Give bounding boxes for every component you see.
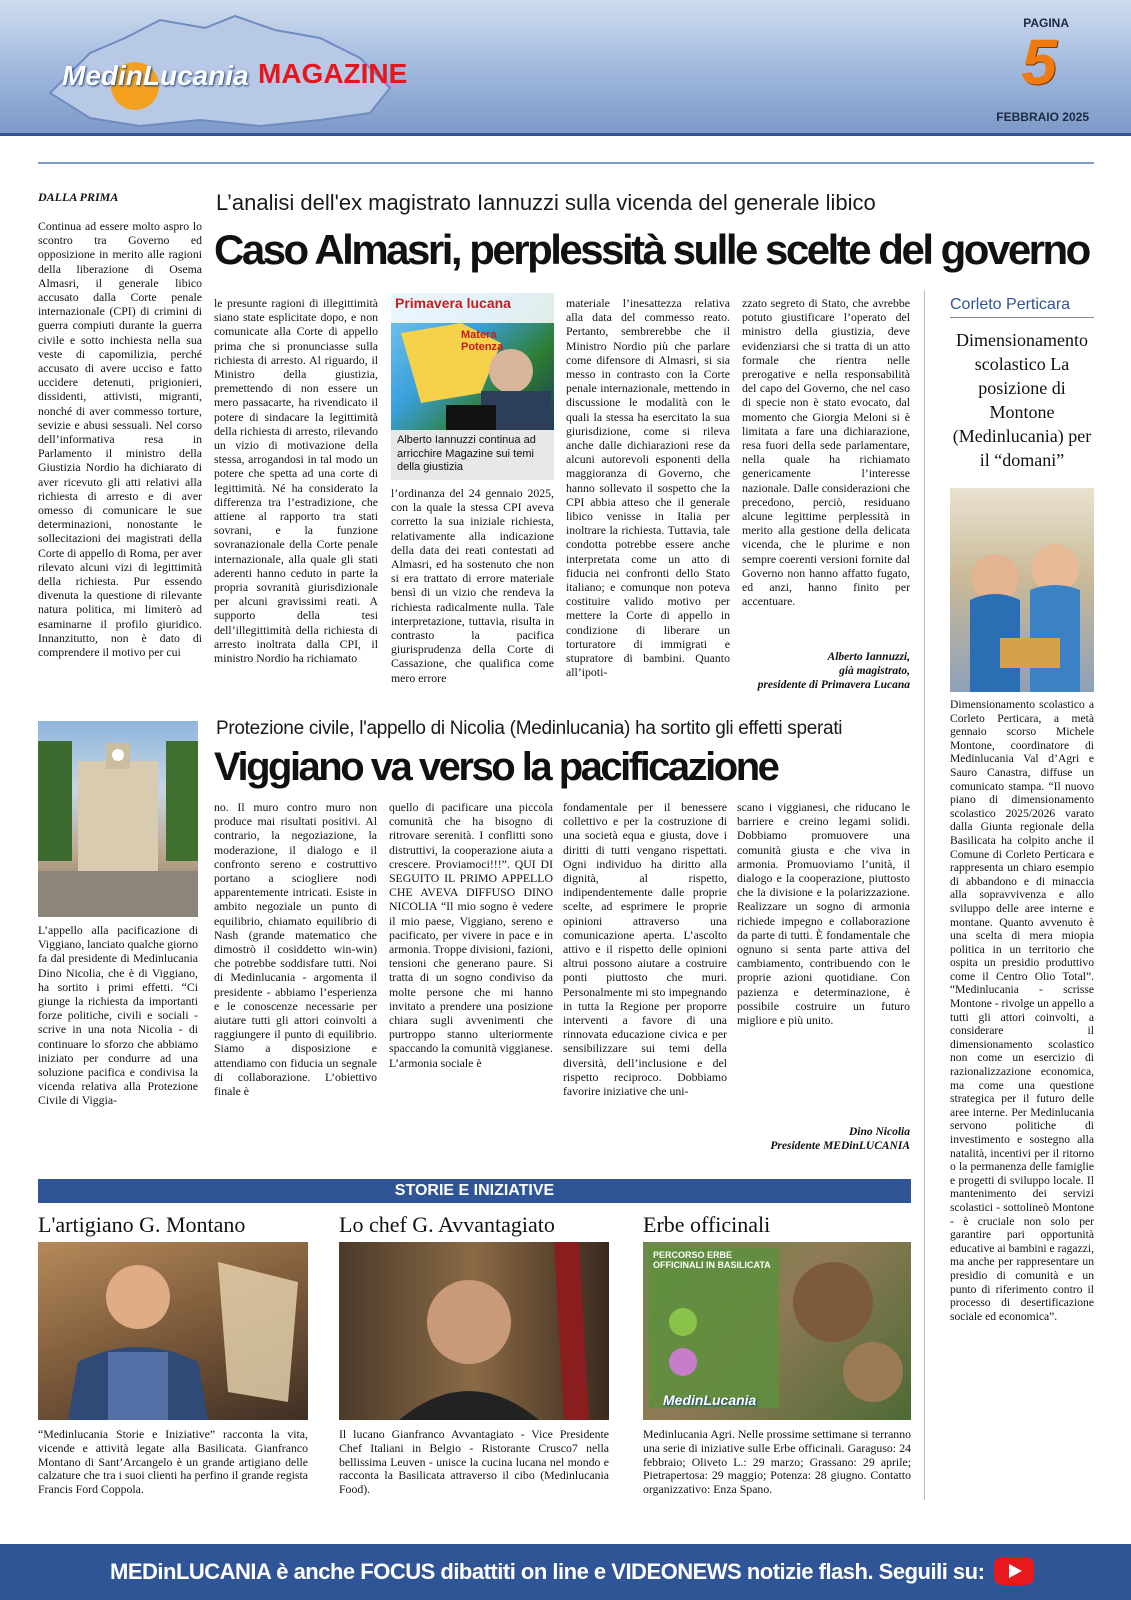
article2-signature: [737, 1125, 910, 1153]
article2-headline: Viggiano va verso la pacificazione: [214, 745, 778, 789]
speaker-illustration: [391, 293, 554, 430]
artisan-photo[interactable]: [38, 1242, 308, 1420]
signature-role: Presidente MEDinLUCANIA: [770, 1140, 910, 1152]
masthead: [0, 0, 1131, 136]
article2-kicker: Protezione civile, l'appello di Nicolia (Medinlucania) ha sortito gli effetti sperati: [216, 718, 843, 739]
article2-column-3: quello di pacificare una piccola comunità che ha bisogno di ritrovare serenità. I conflitti sono distruttivi, la cooperazione aiuta a crescere. Proviamoci!!!”. QUI DI SEGUITO IL PRIMO APPELLO CHE AVEVA DIFFUSO DINO NICOLIA “Il mio sogno è vedere il mio paese, Viggiano, sereno e pacificato, per vivere in pace e in armonia. Troppe divisioni, fazioni, tensioni che generano paure. Si tratta di un sogno condiviso da molte persone che mi hanno invitato a prendere una posizione chiara sugli avvenimenti che purtroppo stanno ulteriormente spaccando la comunità viggianese. L’armonia sociale è: [389, 800, 553, 1070]
story-title: Erbe officinali: [643, 1212, 771, 1237]
footer-banner: [0, 1544, 1131, 1600]
youtube-icon[interactable]: [994, 1557, 1034, 1585]
article1-column-4: materiale l’inesattezza relativa alla data del commesso reato. Pertanto, sembrerebbe che il Ministro Nordio più che parlare come difensore di Almasri, si sia messo in contrasto con la Corte penale internazionale, mettendo in discussione le modalità con le quali la stessa ha esercitato la sua giurisdizione, come si rileva anche dalle dichiarazioni rese da alcuni autorevoli esponenti della maggioranza di Governo, che hanno sollevato il sospetto che la CPI abbia atteso che il generale libico venisse in Italia per inoltrare la richiesta. Tuttavia, tale condotta potrebbe essere anche interpretata come un atto di fiducia nei confronti dello Stato italiano; e comunque non poteva costituire valido motivo per mettere la Corte di appello in condizione di liberare un torturatore di immigrati e stupratore di bambini. Quanto all’ipoti-: [566, 296, 730, 680]
photo-sign: Primavera lucana: [395, 295, 511, 311]
divider: [950, 317, 1094, 318]
logo-text: MedinLucania: [62, 60, 249, 91]
herbs-poster[interactable]: [643, 1242, 911, 1420]
section-band: STORIE E INIZIATIVE: [38, 1179, 911, 1203]
article1-column-2: le presunte ragioni di illegittimità siano state esplicitate dopo, e non comunicate alla Corte di appello prima che si pronunciasse sulla richiesta di arresto. Al riguardo, il Ministro della giustizia, premettendo di non essere un mero passacarte, ha rivendicato il potere di sindacare la legittimità della richiesta di arresto, rilevando un vizio di motivazione della stessa, arrogandosi in tal modo un potere che spetta ad una corte di legittimità. Né ha considerato la differenza tra l’estradizione, che attiene al rapporto tra stati sovrani, e la funzione sovranazionale della Corte penale internazionale, alla quale gli stati aderenti hanno ceduto in parte la propria sovranità giurisdizionale per alcuni gravissimi reati. A supporto della tesi dell’illegittimità della richiesta di arresto inoltrata dalla CPI, il ministro Nordio ha richiamato: [214, 296, 378, 666]
page-number: 5: [1021, 26, 1057, 98]
article1-signature: [742, 650, 910, 692]
footer-text: MEDinLUCANIA è anche FOCUS dibattiti on line e VIDEONEWS notizie flash. Seguili su:: [110, 1559, 985, 1584]
signature-name: Alberto Iannuzzi,: [827, 651, 910, 663]
sidebar-divider: [924, 290, 925, 1500]
story-text: “Medinlucania Storie e Iniziative” racconta la vita, vicende e attività legate alla Basilicata. Gianfranco Montano di Sant’Arcangelo è un grande artigiano delle calzature che tra i suoi clienti ha perfino il grande regista Francis Ford Coppola.: [38, 1427, 308, 1497]
sidebar-subtitle: Dimensionamento scolastico La posizione di Montone (Medinlucania) per il “domani”: [952, 330, 1092, 470]
poster-logo: MedinLucania: [663, 1392, 757, 1408]
issue-date: FEBBRAIO 2025: [996, 110, 1089, 124]
article2-column-1: L’appello alla pacificazione di Viggiano, lanciato qualche giorno fa dal presidente di Medinlucania Dino Nicolia, che è di Viggiano, ha sortito i primi effetti. “Ci giunge la richiesta da importanti forze politiche, civili e sociali - scrive in una nota Nicolia - di continuare lo sforzo che abbiamo iniziato per condurre ad una soluzione pacifica e condivisa la vicenda relativa alla Protezione Civile di Viggia-: [38, 923, 198, 1108]
signature-role: già magistrato,: [839, 665, 910, 677]
from-first-label: DALLA PRIMA: [38, 190, 119, 204]
poster-title: PERCORSO ERBE OFFICINALI IN BASILICATA: [653, 1250, 771, 1270]
article2-column-2: no. Il muro contro muro non produce mai risultati positivi. Al contrario, la negoziazione, la moderazione, il dialogo e il confronto sereno e costruttivo portano a sciogliere nodi apparentemente intricati. Esiste in ambito negoziale un punto di equilibrio, chiamato equilibrio di Nash (grande matematico che dimostrò il cosiddetto win-win) che potrebbe soddisfare tutti. Noi di Medinlucania - argomenta il presidente - abbiamo l’esperienza e le conoscenze necessarie per aiutare tutti gli attori coinvolti a raggiungere il punto di equilibrio. Siamo a disposizione e attendiamo con fiducia un segnale di collaborazione. L’obiettivo finale è: [214, 800, 377, 1099]
photo-map-label: Matera Potenza: [461, 329, 504, 353]
article2-column-5: scano i viggianesi, che riducano le barriere e creino legami solidi. Dobbiamo promuovere una comunità giusta e che viva in armonia. Promuoviamo l’unità, il dialogo e la cooperazione, piuttosto che la divisione e la polarizzazione. Realizzare un sogno di armonia richiede impegno e collaborazione da parte di tutti. È fondamentale che ognuno si senta parte attiva del cambiamento, contribuendo con le proprie azioni quotidiane. Con pazienza e determinazione, è possibile costruire un futuro migliore e più unito.: [737, 800, 910, 1028]
story-text: Medinlucania Agri. Nelle prossime settimane si terranno una serie di iniziative sulle Erbe officinali. Garaguso: 24 febbraio; Oliveto L.: 29 marzo; Grassano: 29 aprile; Pietrapertosa: 29 maggio; Potenza: 28 giugno. Contatto organizzativo: Enza Spano.: [643, 1427, 911, 1497]
article1-column-3: l’ordinanza del 24 gennaio 2025, con la quale la stessa CPI aveva corretto la sua iniziale richiesta, relativamente alla indicazione della data dei reati contestati ad Almasri, ed ha sostenuto che non si era trattato di errore materiale bensì di un vizio che rendeva la richiesta radicalmente nulla. Tale interpretazione, tuttavia, risulta in contrasto la pacifica giurisprudenza della Corte di Cassazione, che qualifica come mero errore: [391, 486, 554, 685]
story-title: L'artigiano G. Montano: [38, 1212, 246, 1237]
article1-kicker: L’analisi dell'ex magistrato Iannuzzi sulla vicenda del generale libico: [216, 190, 876, 215]
article2-column-4: fondamentale per il benessere collettivo e per la costruzione di una società equa e giusta, dove i diritti di tutti vengano rispettati. Ogni individuo ha diritto alla dignità, al rispetto, indipendentemente dalle proprie scelte, ad esprimere le proprie opinioni attraverso una comunicazione aperta. L’ascolto attivo e il rispetto delle opinioni altrui possono aiutare a costruire ponti piuttosto che muri. Personalmente mi sto impegnando in tutta la Regione per proporre interventi a favore di una rinnovata educazione civica e per sensibilizzare sui temi della diversità, dell’inclusione e del rispetto reciproco. Dobbiamo favorire iniziative che uni-: [563, 800, 727, 1099]
article1-column-1: Continua ad essere molto aspro lo scontro tra Governo ed opposizione in merito alle ragioni della liberazione di Osema Almasri, il generale libico accusato dalla Corte penale internazionale (CPI) di crimini di guerra compiuti durante la guerra civile e sotto inchiesta nella sua veste di capomilizia, perché accusato di avere ucciso e fatto uccidere detenuti, prigionieri, dissidenti, attivisti, migranti, nonché di aver commesso torture, sevizie e abusi sessuali. Nel corso dell’informativa resa in Parlamento il ministro della Giustizia Nordio ha dichiarato di aver ricevuto gli atti relativi alla richiesta di arresto e di aver omesso di comunicare le sue determinazioni, nonostante le sollecitazioni dei magistrati della Corte di appello di Roma, per aver rilevato alcuni vizi di legittimità della richiesta. Pur essendo divenuta la questione di rilevante natura politica, mi limiterò ad esaminarne il profilo giuridico. Innanzitutto, non è dato di comprendere il motivo per cui: [38, 219, 202, 660]
artisan-illustration: [38, 1242, 308, 1420]
page-label: PAGINA: [1023, 16, 1069, 30]
classroom-photo: [950, 488, 1094, 692]
magazine-title: MAGAZINE: [258, 58, 408, 89]
chef-photo[interactable]: [339, 1242, 609, 1420]
photo-caption: Alberto Iannuzzi continua ad arricchire Magazine sui temi della giustizia: [391, 430, 554, 480]
article1-headline: Caso Almasri, perplessità sulle scelte del governo: [214, 226, 1089, 273]
signature-role: presidente di Primavera Lucana: [757, 679, 910, 691]
story-title: Lo chef G. Avvantagiato: [339, 1212, 555, 1237]
children-illustration: [950, 488, 1094, 692]
sidebar-body: Dimensionamento scolastico a Corleto Perticara, a metà gennaio scorso Michele Montone, coordinatore di Medinlucania Val d’Agri e Sauro Canastra, diffuse un comunicato stampa. “Il nuovo piano di dimensionamento scolastico 2025/2026 varato dalla Giunta regionale della Basilicata ha colpito anche il Comune di Corleto Perticara e rappresenta un chiaro esempio di abbandono e di minaccia alla sopravvivenza e allo sviluppo delle aree interne e montane. Quanto avvenuto è una scelta di mera miopia politica in un territorio che ospita un presidio produttivo come il Centro Olio Total”. “Medinlucania - scrisse Montone - rivolge un appello a tutti gli attori coinvolti, a considerare il dimensionamento scolastico non come un esercizio di razionalizzazione economica, ma come una questione strategica per il futuro delle aree interne. Per Medinlucania servono politiche di investimento e sostegno alla natalità, incentivi per il ritorno o la permanenza delle famiglie e progetti di sviluppo locale. Il mantenimento dei servizi scolastici - sottolineò Montone - è cruciale non solo per garantire pari opportunità educative ai bambini e ragazzi, ma anche per rappresentare un presidio di comunità e un punto di riferimento contro il processo di desertificazione sociale ed economica”.: [950, 698, 1094, 1323]
chef-illustration: [339, 1242, 609, 1420]
sidebar-title: Corleto Perticara: [950, 296, 1071, 313]
signature-name: Dino Nicolia: [848, 1126, 910, 1138]
article1-column-5: zzato segreto di Stato, che avrebbe potuto giustificare l’operato del ministro della giustizia, deve evidenziarsi che si tratta di un atto formale che rientra nelle prerogative e nella responsabilità del capo del Governo, che nel caso di specie non è stato evocato, dal momento che Giorgia Meloni si è limitata a fare una dichiarazione, resa fuori della sede parlamentare, nella quale ha richiamato genericamente l’interesse nazionale. Dalle considerazioni che precedono, perciò, residuano alcune legittime perplessità in merito alla gestione della delicata vicenda, che le plurime e non sempre coerenti versioni fornite dal Governo non hanno affatto fugato, ed anzi, hanno finito per accentuare.: [742, 296, 910, 609]
iannuzzi-photo: [391, 293, 554, 430]
divider: [38, 162, 1094, 164]
town-hall-illustration: [38, 721, 198, 917]
viggiano-photo: [38, 721, 198, 917]
story-text: Il lucano Gianfranco Avvantagiato - Vice Presidente Chef Italiani in Belgio - Ristorante Crusco7 nella bellissima Leuven - unisce la cucina lucana nel mondo e racconta la Basilicata attraverso il cibo (Medinlucania Food).: [339, 1427, 609, 1497]
